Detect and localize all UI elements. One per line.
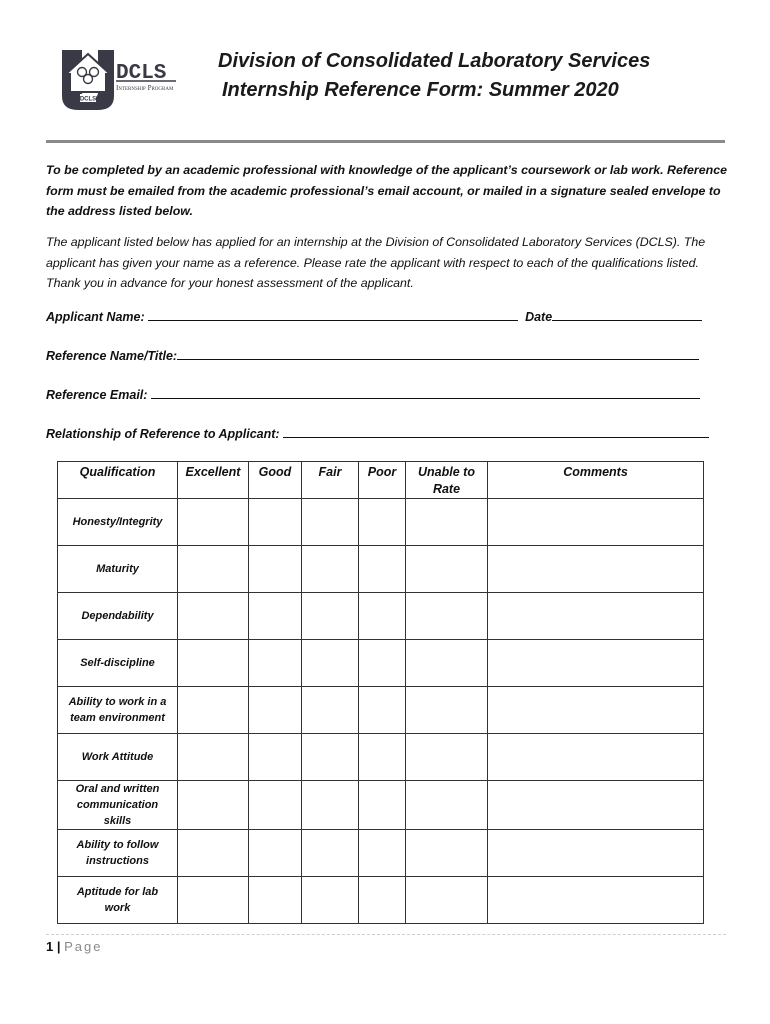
rating-unable-cell[interactable]: [406, 687, 488, 734]
date-label: Date: [525, 310, 553, 324]
header-good: Good: [249, 462, 302, 499]
table-row: [58, 734, 704, 781]
relationship-field[interactable]: [283, 425, 709, 438]
relationship-row: [46, 425, 709, 441]
rating-good-cell[interactable]: [249, 687, 302, 734]
applicant-name-field[interactable]: [148, 308, 518, 321]
rating-good-cell[interactable]: [249, 593, 302, 640]
qualification-label: Ability to follow instructions: [58, 830, 178, 877]
qualification-label: Oral and written communication skills: [58, 781, 178, 830]
page-separator: |: [56, 939, 61, 954]
rating-poor-cell[interactable]: [359, 781, 406, 830]
rating-poor-cell[interactable]: [359, 830, 406, 877]
comments-cell[interactable]: [488, 687, 704, 734]
table-row: [58, 830, 704, 877]
qualification-label: Aptitude for lab work: [58, 877, 178, 924]
table-row: [58, 781, 704, 830]
rating-excellent-cell[interactable]: [178, 640, 249, 687]
rating-good-cell[interactable]: [249, 781, 302, 830]
rating-fair-cell[interactable]: [302, 734, 359, 781]
logo-subtitle: Internship Program: [116, 84, 174, 92]
reference-name-field[interactable]: [177, 347, 699, 360]
rating-poor-cell[interactable]: [359, 593, 406, 640]
applicant-name-row: [46, 308, 702, 324]
rating-excellent-cell[interactable]: [178, 546, 249, 593]
table-row: [58, 640, 704, 687]
header-qualification: Qualification: [58, 462, 178, 499]
rating-fair-cell[interactable]: [302, 499, 359, 546]
rating-excellent-cell[interactable]: [178, 877, 249, 924]
qualification-label: Self-discipline: [58, 640, 178, 687]
rating-good-cell[interactable]: [249, 734, 302, 781]
rating-fair-cell[interactable]: [302, 687, 359, 734]
rating-unable-cell[interactable]: [406, 499, 488, 546]
table-row: [58, 877, 704, 924]
rating-good-cell[interactable]: [249, 640, 302, 687]
comments-cell[interactable]: [488, 546, 704, 593]
comments-cell[interactable]: [488, 640, 704, 687]
rating-poor-cell[interactable]: [359, 734, 406, 781]
header-comments: Comments: [488, 462, 704, 499]
qualification-rating-table: [57, 461, 704, 924]
rating-unable-cell[interactable]: [406, 593, 488, 640]
rating-excellent-cell[interactable]: [178, 499, 249, 546]
qualification-label: Ability to work in a team environment: [58, 687, 178, 734]
rating-excellent-cell[interactable]: [178, 687, 249, 734]
reference-email-label: Reference Email:: [46, 388, 148, 402]
table-row: [58, 687, 704, 734]
table-row: [58, 546, 704, 593]
rating-fair-cell[interactable]: [302, 593, 359, 640]
rating-unable-cell[interactable]: [406, 781, 488, 830]
rating-fair-cell[interactable]: [302, 830, 359, 877]
rating-excellent-cell[interactable]: [178, 781, 249, 830]
rating-unable-cell[interactable]: [406, 734, 488, 781]
header-excellent: Excellent: [178, 462, 249, 499]
comments-cell[interactable]: [488, 830, 704, 877]
logo-mini-text: DCLS: [79, 96, 97, 103]
rating-excellent-cell[interactable]: [178, 830, 249, 877]
qualification-label: Honesty/Integrity: [58, 499, 178, 546]
rating-poor-cell[interactable]: [359, 640, 406, 687]
table-header-row: [58, 462, 704, 499]
header-unable-to-rate: Unable to Rate: [406, 462, 488, 499]
qualification-label: Maturity: [58, 546, 178, 593]
comments-cell[interactable]: [488, 877, 704, 924]
page-footer: [46, 939, 103, 954]
dcls-internship-logo: [58, 48, 178, 110]
instructions-text: The applicant listed below has applied for an internship at the Division of Consolidated Laboratory Services (DCLS). The applicant has given your name as a reference. Please rate the applicant with respect to each of the qualifications listed. Thank you in advance for your honest assessment of the applicant.: [46, 235, 706, 290]
date-field[interactable]: [552, 308, 702, 321]
qualification-label: Work Attitude: [58, 734, 178, 781]
form-title-line1: Division of Consolidated Laboratory Services: [218, 50, 651, 72]
rating-fair-cell[interactable]: [302, 877, 359, 924]
reference-name-row: [46, 347, 699, 363]
table-row: [58, 499, 704, 546]
rating-good-cell[interactable]: [249, 877, 302, 924]
comments-cell[interactable]: [488, 781, 704, 830]
rating-poor-cell[interactable]: [359, 687, 406, 734]
rating-poor-cell[interactable]: [359, 546, 406, 593]
reference-email-field[interactable]: [151, 386, 700, 399]
reference-name-label: Reference Name/Title:: [46, 349, 178, 363]
rating-unable-cell[interactable]: [406, 546, 488, 593]
header-fair: Fair: [302, 462, 359, 499]
rating-poor-cell[interactable]: [359, 877, 406, 924]
rating-good-cell[interactable]: [249, 830, 302, 877]
header-poor: Poor: [359, 462, 406, 499]
reference-email-row: [46, 386, 700, 402]
form-title-line2: Internship Reference Form: Summer 2020: [222, 79, 619, 101]
table-row: [58, 593, 704, 640]
rating-good-cell[interactable]: [249, 499, 302, 546]
applicant-name-label: Applicant Name:: [46, 310, 145, 324]
relationship-label: Relationship of Reference to Applicant:: [46, 427, 280, 441]
comments-cell[interactable]: [488, 593, 704, 640]
rating-fair-cell[interactable]: [302, 781, 359, 830]
rating-unable-cell[interactable]: [406, 830, 488, 877]
page-label: Page: [64, 939, 103, 954]
rating-unable-cell[interactable]: [406, 640, 488, 687]
rating-excellent-cell[interactable]: [178, 734, 249, 781]
page-number: 1: [46, 939, 54, 954]
header-divider: [46, 140, 725, 143]
rating-good-cell[interactable]: [249, 546, 302, 593]
logo-acronym: DCLS: [116, 62, 167, 85]
comments-cell[interactable]: [488, 734, 704, 781]
comments-cell[interactable]: [488, 499, 704, 546]
rating-poor-cell[interactable]: [359, 499, 406, 546]
rating-unable-cell[interactable]: [406, 877, 488, 924]
rating-excellent-cell[interactable]: [178, 593, 249, 640]
qualification-label: Dependability: [58, 593, 178, 640]
rating-fair-cell[interactable]: [302, 546, 359, 593]
footer-divider: [46, 934, 726, 935]
rating-fair-cell[interactable]: [302, 640, 359, 687]
instructions-bold: To be completed by an academic professional with knowledge of the applicant’s coursework or lab work. Reference form must be emailed from the academic professional’s email account, or mailed in a signature sealed envelope to the address listed below.: [46, 163, 727, 218]
